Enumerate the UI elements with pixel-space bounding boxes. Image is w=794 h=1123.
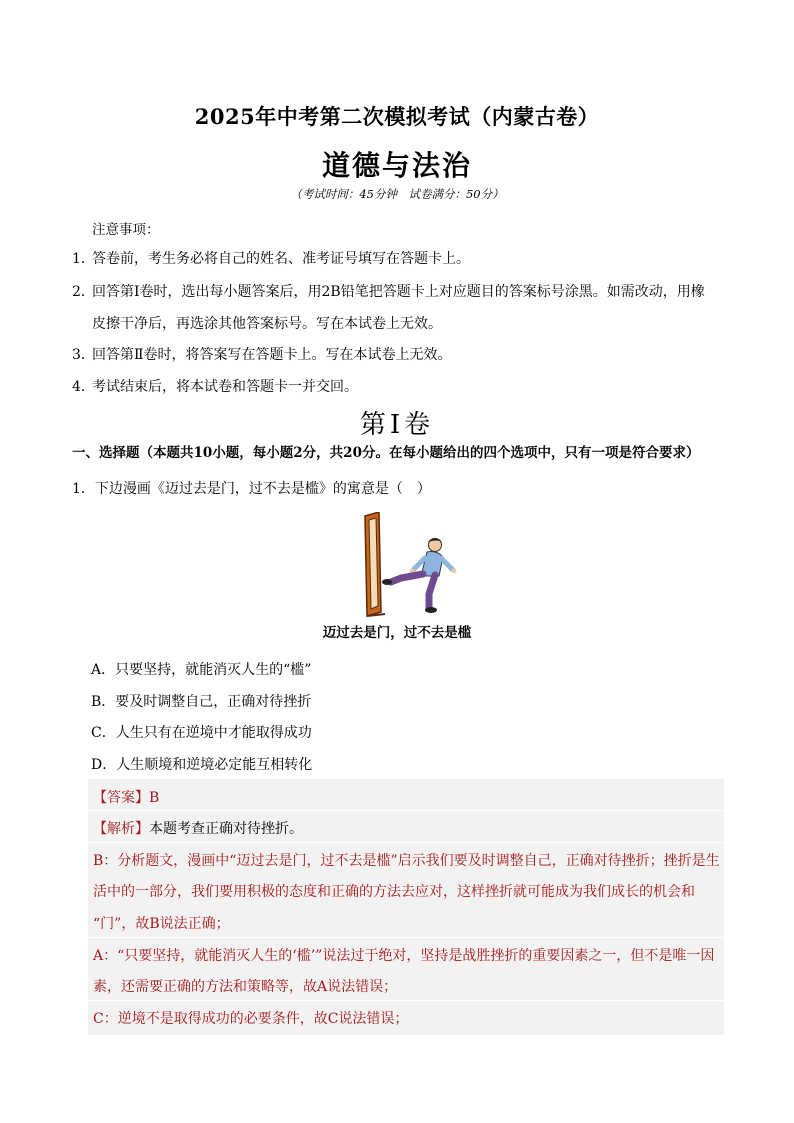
divider — [88, 842, 724, 843]
divider — [88, 1000, 724, 1001]
analysis-summary: 本题考查正确对待挫折。 — [149, 821, 303, 837]
note-number: 2． — [72, 284, 95, 300]
analysis-line: C：逆境不是取得成功的必要条件，故C说法错误； — [93, 1011, 409, 1027]
man-figure-icon — [382, 538, 457, 613]
analysis-line: “门”，故B说法正确； — [93, 916, 230, 932]
analysis-line: A：“只要坚持，就能消灭人生的‘槛’”说法过于绝对，坚持是战胜挫折的重要因素之一，但不是唯一因 — [93, 948, 715, 964]
note-number: 3． — [72, 347, 95, 363]
option-c: C．人生只有在逆境中才能取得成功 — [91, 725, 312, 741]
divider — [88, 810, 724, 811]
note-number: 1． — [72, 251, 95, 267]
note-item — [72, 243, 732, 275]
exam-info: （考试时间：45分钟 试卷满分：50分） — [290, 187, 504, 201]
analysis-line: B：分析题文，漫画中“迈过去是门，过不去是槛”启示我们要及时调整自己，正确对待挫折；挫折是生 — [93, 853, 720, 869]
note-item — [72, 339, 732, 371]
analysis-label: 【解析】 — [93, 821, 149, 837]
answer-value: B — [149, 790, 160, 806]
option-d: D．人生顺境和逆境必定能互相转化 — [91, 757, 313, 773]
door-icon — [365, 512, 385, 616]
notes-heading: 注意事项： — [92, 222, 160, 238]
section-description: （本题共10小题，每小题2分，共20分。在每小题给出的四个选项中，只有一项是符合要求） — [139, 445, 700, 461]
comic-caption: 迈过去是门，过不去是槛 — [322, 625, 472, 641]
analysis-row — [93, 818, 303, 838]
exam-title: 2025年中考第二次模拟考试（内蒙古卷） — [194, 104, 600, 129]
note-item — [72, 276, 732, 332]
analysis-line: 素，还需要正确的方法和策略等，故A说法错误； — [93, 979, 398, 995]
note-text-continued: 皮擦干净后，再选涂其他答案标号。写在本试卷上无效。 — [92, 316, 442, 332]
option-b: B．要及时调整自己，正确对待挫折 — [91, 694, 312, 710]
note-text: 考试结束后，将本试卷和答题卡一并交回。 — [92, 379, 358, 395]
answer-row — [93, 787, 159, 807]
section-label: 一、选择题 — [72, 445, 140, 461]
comic-illustration — [355, 512, 467, 617]
answer-label: 【答案】 — [93, 790, 149, 806]
divider — [88, 937, 724, 938]
option-a: A．只要坚持，就能消灭人生的“槛” — [91, 662, 312, 678]
answer-panel — [88, 779, 724, 1035]
subject-title: 道德与法治 — [321, 149, 472, 182]
section-heading — [72, 441, 699, 461]
question-text: 1．下边漫画《迈过去是门，过不去是槛》的寓意是（ ） — [72, 481, 431, 497]
part-title: 第Ⅰ卷 — [359, 410, 435, 440]
note-text: 回答第Ⅱ卷时，将答案写在答题卡上。写在本试卷上无效。 — [92, 347, 452, 363]
note-number: 4． — [72, 379, 95, 395]
note-item — [72, 371, 732, 403]
note-text: 答卷前，考生务必将自己的姓名、准考证号填写在答题卡上。 — [92, 251, 470, 267]
analysis-line: 活中的一部分，我们要用积极的态度和正确的方法去应对，这样挫折就可能成为我们成长的机会和 — [93, 884, 695, 900]
note-text: 回答第Ⅰ卷时，选出每小题答案后，用2B铅笔把答题卡上对应题目的答案标号涂黑。如需改动，用橡 — [92, 284, 705, 300]
